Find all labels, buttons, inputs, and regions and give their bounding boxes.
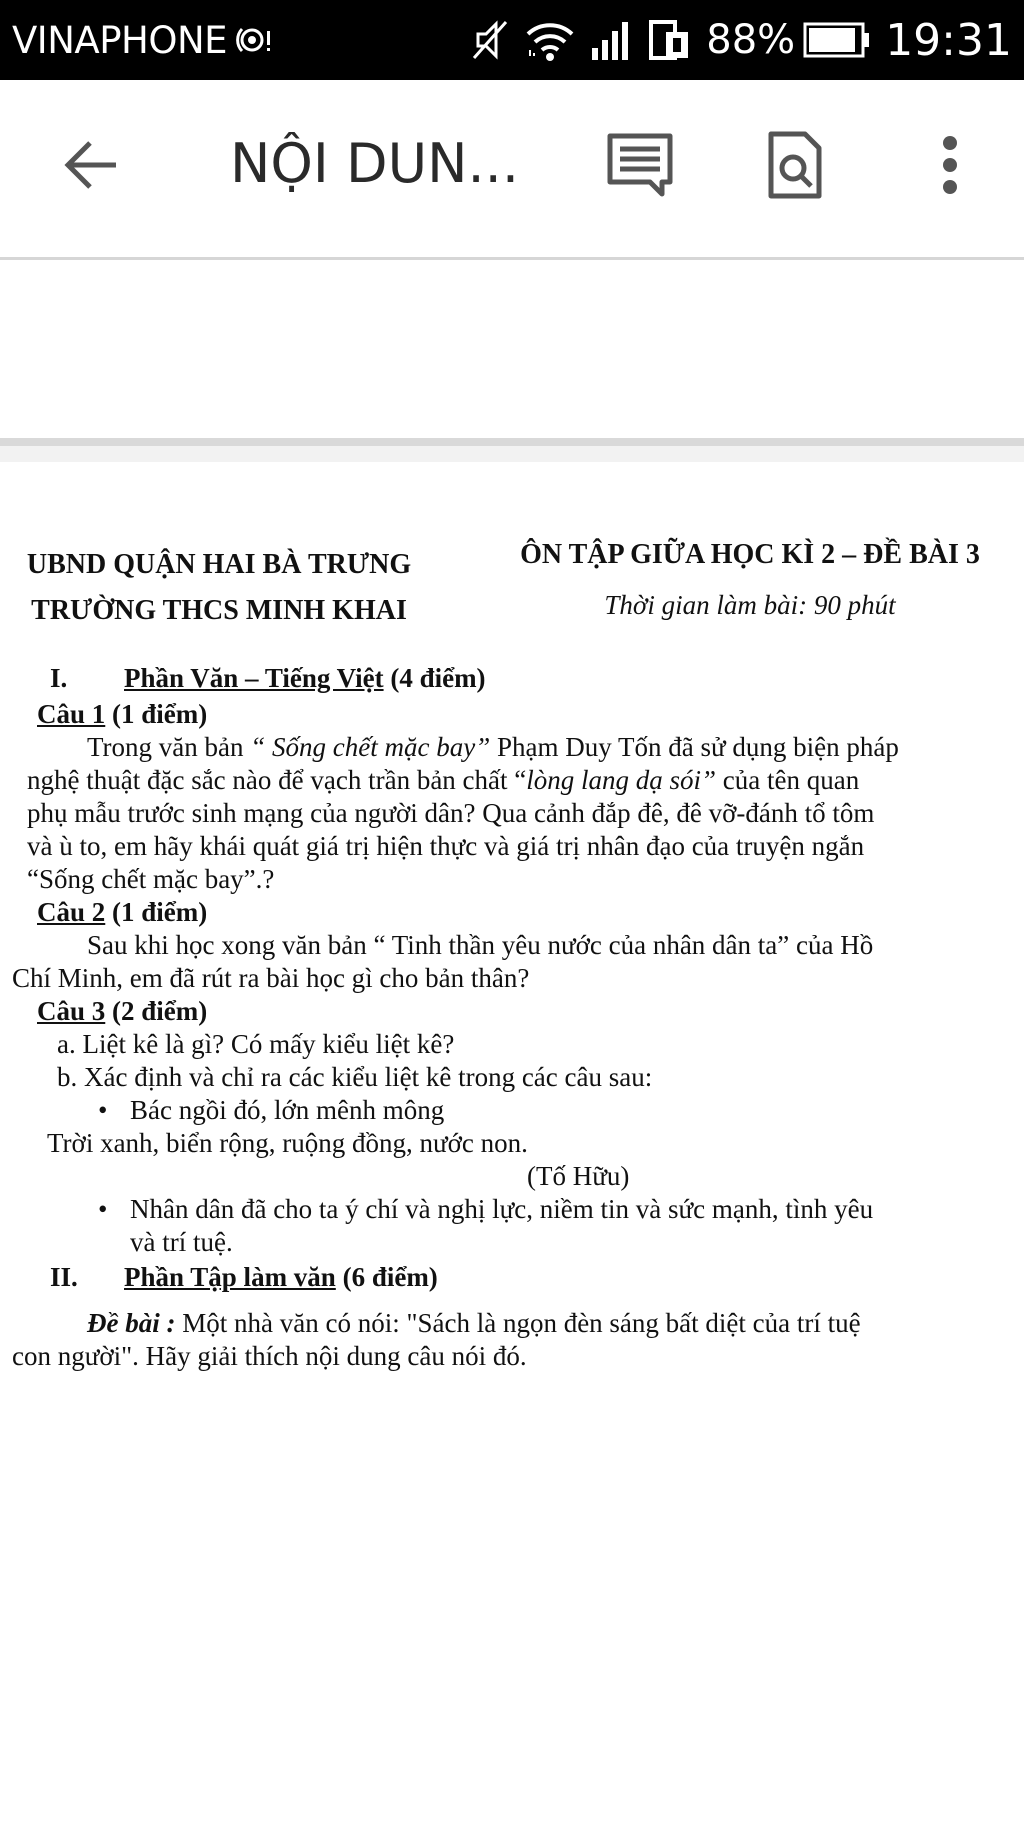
app-toolbar: [0, 80, 1024, 260]
arrow-left-icon: [60, 139, 120, 191]
carrier-name: VINAPHONE: [12, 18, 228, 62]
section-points: (4 điểm): [383, 663, 486, 693]
section-title: Phần Tập làm văn: [124, 1262, 336, 1292]
bullet-item: • Bác ngồi đó, lớn mênh mông: [98, 1095, 445, 1125]
bullet-item: • Nhân dân đã cho ta ý chí và nghị lực, niềm tin và sức mạnh, tình yêu: [98, 1194, 874, 1224]
status-bar: [0, 0, 1024, 80]
poem-author: (Tố Hữu): [527, 1161, 630, 1191]
more-vert-icon: [940, 135, 960, 195]
wifi-icon: [524, 18, 576, 62]
question-heading: Câu 2 (1 điểm): [37, 897, 208, 927]
bullet-dot: •: [98, 1095, 108, 1125]
essay-prompt-line: Đề bài : Một nhà văn có nói: "Sách là ngọn đèn sáng bất diệt của trí tuệ: [87, 1308, 861, 1338]
section-heading: [12, 1261, 1002, 1297]
document-body: [12, 662, 1002, 1373]
signal-icon: [590, 18, 634, 62]
question-heading: Câu 3 (2 điểm): [37, 996, 208, 1026]
section-number: I.: [50, 663, 68, 693]
list-item: a. Liệt kê là gì? Có mấy kiểu liệt kê?: [57, 1029, 455, 1059]
section-title: Phần Văn – Tiếng Việt: [124, 663, 384, 693]
essay-prompt-line: con người". Hãy giải thích nội dung câu nói đó.: [12, 1341, 527, 1371]
poem-line: Trời xanh, biển rộng, ruộng đồng, nước non.: [47, 1128, 528, 1158]
paragraph-line: Chí Minh, em đã rút ra bài học gì cho bản thân?: [12, 963, 530, 993]
bullet-continuation: và trí tuệ.: [130, 1227, 233, 1257]
mute-icon: [470, 18, 510, 62]
battery-percent: 88%: [706, 17, 796, 63]
section-heading: [12, 662, 1002, 698]
paragraph-line: “Sống chết mặc bay”.?: [27, 864, 275, 894]
clock: 19:31: [885, 14, 1012, 66]
bullet-dot: •: [98, 1194, 108, 1224]
find-in-document-button[interactable]: [750, 120, 840, 210]
header-left: [14, 542, 424, 634]
exam-duration: Thời gian làm bài: 90 phút: [604, 590, 896, 620]
document-search-icon: [767, 130, 823, 200]
school-name: TRƯỜNG THCS MINH KHAI: [31, 595, 407, 626]
divider: [0, 438, 1024, 446]
question-heading: Câu 1 (1 điểm): [37, 699, 208, 729]
comment-icon: [606, 132, 674, 198]
paragraph-line: phụ mẫu trước sinh mạng của người dân? Qua cảnh đắp đê, đê vỡ-đánh tổ tôm: [27, 798, 875, 828]
back-button[interactable]: [40, 125, 140, 205]
paragraph-line: Trong văn bản “ Sống chết mặc bay” Phạm Duy Tốn đã sử dụng biện pháp: [87, 732, 899, 762]
list-item: b. Xác định và chỉ ra các kiểu liệt kê trong các câu sau:: [57, 1062, 653, 1092]
paragraph-line: và ù to, em hãy khái quát giá trị hiện thực và giá trị nhân đạo của truyện ngắn: [27, 831, 865, 861]
comments-button[interactable]: [595, 120, 685, 210]
document-page: [0, 462, 1024, 1822]
divider-shadow: [0, 446, 1024, 462]
dual-sim-icon: [648, 18, 692, 62]
document-title: NỘI DUN...: [230, 132, 519, 195]
paragraph-line: Sau khi học xong văn bản “ Tinh thần yêu nước của nhân dân ta” của Hồ: [87, 930, 874, 960]
hotspot-icon: [235, 21, 273, 59]
blank-banner-area: [0, 263, 1024, 438]
battery-icon: [803, 21, 871, 59]
section-number: II.: [50, 1262, 78, 1292]
more-options-button[interactable]: [920, 120, 980, 210]
district-name: UBND QUẬN HAI BÀ TRƯNG: [26, 549, 412, 580]
header-right: [500, 532, 1000, 628]
paragraph-line: nghệ thuật đặc sắc nào để vạch trần bản chất “lòng lang dạ sói” của tên quan: [27, 765, 860, 795]
essay-label: Đề bài :: [87, 1308, 176, 1338]
exam-title: ÔN TẬP GIỮA HỌC KÌ 2 – ĐỀ BÀI 3: [520, 539, 980, 570]
section-points: (6 điểm): [335, 1262, 438, 1292]
